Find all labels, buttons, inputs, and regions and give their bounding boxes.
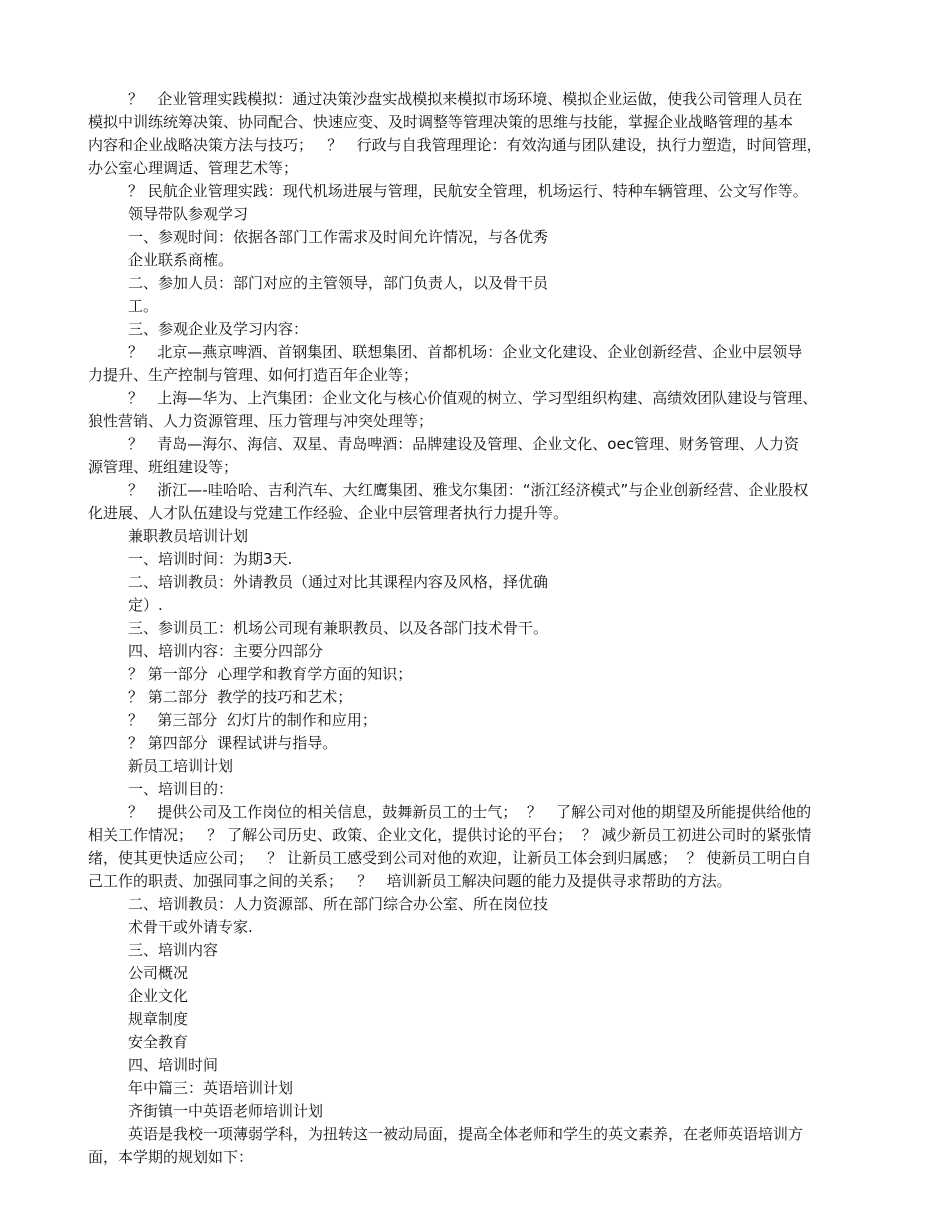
text-line: 二、培训教员：人力资源部、所在部门综合办公室、所在岗位技 xyxy=(128,895,549,913)
text-line: 模拟中训练统筹决策、协同配合、快速应变、及时调整等管理决策的思维与技能，掌握企业战略管理的基本 xyxy=(88,113,794,131)
text-line: 一、培训目的： xyxy=(128,780,234,798)
section-heading: 齐街镇一中英语老师培训计划 xyxy=(128,1102,324,1120)
text-line: 工。 xyxy=(128,297,159,315)
section-heading: 新员工培训计划 xyxy=(128,757,234,775)
list-item: 企业文化 xyxy=(128,987,189,1005)
text-line: 二、培训教员：外请教员（通过对比其课程内容及风格，择优确 xyxy=(128,573,549,591)
text-line: 定）. xyxy=(128,596,163,614)
text-line: 相关工作情况； ？ 了解公司历史、政策、企业文化，提供讨论的平台； ？ 减少新员工初进公司时的紧张情 xyxy=(88,826,812,844)
list-item: ？ 第二部分 教学的技巧和艺术； xyxy=(128,688,353,706)
text-line: 办公室心理调适、管理艺术等； xyxy=(88,159,299,177)
text-line: 英语是我校一项薄弱学科，为扭转这一被动局面，提高全体老师和学生的英文素养，在老师英语培训方 xyxy=(128,1125,804,1143)
text-line: ？ 青岛—海尔、海信、双星、青岛啤酒：品牌建设及管理、企业文化、oec管理、财务管理、人力资 xyxy=(128,435,799,453)
text-line: ？ 上海—华为、上汽集团：企业文化与核心价值观的树立、学习型组织构建、高绩效团队建设与管理、 xyxy=(128,389,818,407)
text-line: 绪，使其更快适应公司； ？ 让新员工感受到公司对他的欢迎，让新员工体会到归属感； ？ 使新员工明白自 xyxy=(88,849,812,867)
text-line: 四、培训内容：主要分四部分 xyxy=(128,642,324,660)
text-line: 四、培训时间 xyxy=(128,1056,219,1074)
text-line: ？ 民航企业管理实践：现代机场进展与管理，民航安全管理，机场运行、特种车辆管理、公文写作等。 xyxy=(128,182,808,200)
text-line: ？ 北京—燕京啤酒、首钢集团、联想集团、首都机场：企业文化建设、企业创新经营、企业中层领导 xyxy=(128,343,803,361)
text-line: 术骨干或外请专家. xyxy=(128,918,253,936)
text-line: ？ 企业管理实践模拟：通过决策沙盘实战模拟来模拟市场环境、模拟企业运做，使我公司管理人员在 xyxy=(128,90,803,108)
text-line: 化进展、人才队伍建设与党建工作经验、企业中层管理者执行力提升等。 xyxy=(88,504,569,522)
text-line: 力提升、生产控制与管理、如何打造百年企业等； xyxy=(88,366,419,384)
text-line: 企业联系商榷。 xyxy=(128,251,234,269)
text-line: 一、参观时间：依据各部门工作需求及时间允许情况，与各优秀 xyxy=(128,228,549,246)
text-line: 面，本学期的规划如下： xyxy=(88,1148,254,1166)
list-item: ？ 第三部分 幻灯片的制作和应用； xyxy=(128,711,377,729)
text-line: ？ 提供公司及工作岗位的相关信息，鼓舞新员工的士气； ？ 了解公司对他的期望及所能提供给他的 xyxy=(128,803,812,821)
text-line: 己工作的职责、加强同事之间的关系； ？ 培训新员工解决问题的能力及提供寻求帮助的方法。 xyxy=(88,872,732,890)
text-line: 源管理、班组建设等； xyxy=(88,458,239,476)
text-line: 二、参加人员：部门对应的主管领导，部门负责人，以及骨干员 xyxy=(128,274,549,292)
text-line: 三、培训内容 xyxy=(128,941,219,959)
text-line: 一、培训时间：为期3天. xyxy=(128,550,293,568)
list-item: ？ 第四部分 课程试讲与指导。 xyxy=(128,734,338,752)
text-line: 狼性营销、人力资源管理、压力管理与冲突处理等； xyxy=(88,412,434,430)
text-line: 内容和企业战略决策方法与技巧； ？ 行政与自我管理理论：有效沟通与团队建设，执行力塑造，时间管理， xyxy=(88,136,822,154)
text-line: 三、参训员工：机场公司现有兼职教员、以及各部门技术骨干。 xyxy=(128,619,549,637)
text-line: 三、参观企业及学习内容： xyxy=(128,320,309,338)
list-item: 公司概况 xyxy=(128,964,189,982)
text-line: ？ 浙江—-哇哈哈、吉利汽车、大红鹰集团、雅戈尔集团：“浙江经济模式”与企业创新经营、企业股权 xyxy=(128,481,809,499)
section-heading: 兼职教员培训计划 xyxy=(128,527,249,545)
list-item: 规章制度 xyxy=(128,1010,189,1028)
list-item: ？ 第一部分 心理学和教育学方面的知识； xyxy=(128,665,413,683)
section-heading: 年中篇三：英语培训计划 xyxy=(128,1079,294,1097)
list-item: 安全教育 xyxy=(128,1033,189,1051)
section-heading: 领导带队参观学习 xyxy=(128,205,249,223)
